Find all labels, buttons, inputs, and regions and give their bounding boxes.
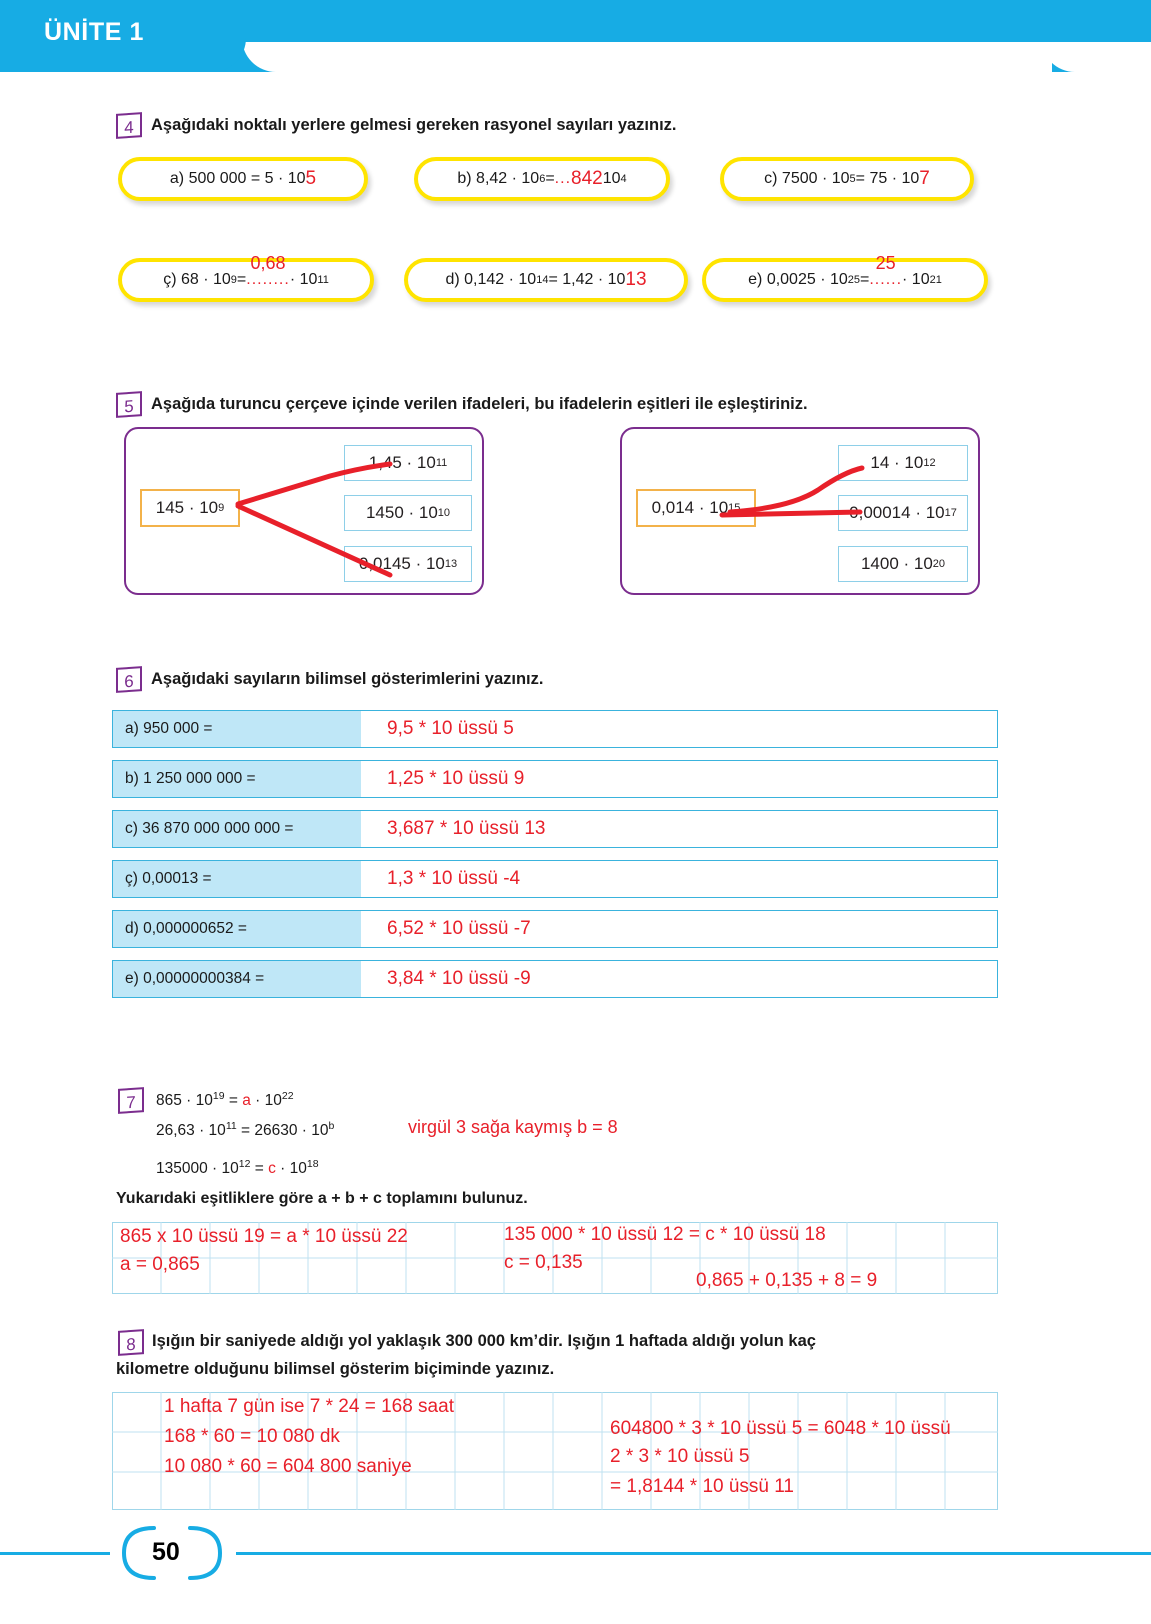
q7-eq1-var: a	[242, 1092, 251, 1110]
q7-side-note: virgül 3 sağa kaymış b = 8	[408, 1117, 618, 1137]
q5-right-target-2-text: 1400 · 10	[860, 554, 933, 573]
q4-item-c-expr: 7500 · 10	[781, 170, 850, 187]
q4-item-cc-exp2: 11	[317, 274, 329, 286]
q5-left-source-exp: 9	[218, 502, 225, 514]
q5-right-source-text: 0,014 · 10	[651, 498, 729, 517]
q7-eq1-mid: =	[224, 1092, 243, 1110]
q5-right-target-1[interactable]	[838, 495, 968, 531]
q5-right-target-2-exp: 20	[932, 558, 946, 570]
q4-item-b[interactable]	[414, 157, 670, 201]
q4-item-a[interactable]	[118, 157, 368, 201]
q4-item-e-label: e)	[748, 271, 763, 288]
q6-row-a-label: a) 950 000 =	[113, 711, 361, 747]
q7-prompt: Yukarıdaki eşitliklere göre a + b + c toplamını bulunuz.	[116, 1190, 528, 1207]
q4-item-e-exp1: 25	[847, 274, 861, 286]
q6-row-c-answer[interactable]: 3,687 * 10 üssü 13	[387, 818, 546, 839]
q6-row-e	[112, 960, 998, 998]
q6-row-e-answer[interactable]: 3,84 * 10 üssü -9	[387, 968, 531, 989]
q4-item-cc-dots: ........	[246, 271, 290, 288]
q5-left-target-2-exp: 13	[444, 558, 458, 570]
q5-left-target-1[interactable]	[344, 495, 472, 531]
unit-header-banner	[0, 0, 1151, 72]
question-4-heading	[116, 113, 677, 138]
question-number-badge: 6	[116, 666, 142, 693]
q5-right-source-exp: 15	[728, 502, 741, 514]
q5-left-target-1-exp: 10	[437, 507, 451, 519]
q4-item-b-exp1: 6	[539, 173, 546, 185]
q4-item-d-exp1: 14	[536, 274, 549, 286]
q7-equation-3	[156, 1158, 319, 1178]
q4-item-cc-mid: =	[236, 271, 247, 288]
q4-item-c-answer: 7	[919, 168, 930, 189]
q4-item-cc-expr-after: · 10	[289, 271, 318, 288]
q8-hand-line-5: 2 * 3 * 10 üssü 5	[610, 1446, 750, 1467]
q7-eq3-post: · 10	[275, 1160, 307, 1178]
q5-right-target-1-exp: 17	[944, 507, 957, 519]
q4-item-c-label: c)	[764, 170, 778, 187]
q7-eq2-exp1: 11	[225, 1120, 237, 1132]
q4-item-d-answer: 13	[625, 269, 647, 290]
q4-item-a-expr: 500 000 = 5 · 10	[188, 170, 306, 187]
q7-eq3-var: c	[268, 1160, 276, 1178]
q4-item-c-exp1: 5	[849, 173, 856, 185]
q5-left-target-2[interactable]	[344, 546, 472, 582]
q6-row-c-cedilla	[112, 860, 998, 898]
question-number-badge: 5	[116, 391, 142, 418]
q6-row-a-answer[interactable]: 9,5 * 10 üssü 5	[387, 718, 514, 739]
q4-item-d-mid: = 1,42 · 10	[548, 271, 626, 288]
question-8-badge-row	[118, 1330, 153, 1355]
q4-item-e-mid: =	[860, 271, 870, 288]
q4-item-e[interactable]	[702, 253, 988, 302]
q7-answer-grid[interactable]	[112, 1222, 998, 1294]
q4-item-e-expr: 0,0025 · 10	[766, 271, 848, 288]
q7-eq3-mid: =	[250, 1160, 269, 1178]
question-number-badge: 8	[118, 1329, 144, 1356]
q5-right-target-0[interactable]	[838, 445, 968, 481]
q7-eq1-pre: 865 · 10	[156, 1092, 213, 1110]
q8-prompt-line-2: kilometre olduğunu bilimsel gösterim biçiminde yazınız.	[116, 1360, 555, 1378]
unit-title: ÜNİTE 1	[44, 18, 145, 46]
question-6-prompt: Aşağıdaki sayıların bilimsel gösterimlerini yazınız.	[151, 670, 544, 688]
q7-hand-line-1: 865 x 10 üssü 19 = a * 10 üssü 22	[120, 1226, 408, 1247]
q4-item-b-answer: 842	[571, 168, 603, 189]
q4-item-cc-answer: 0,68	[250, 253, 286, 273]
q7-eq1-exp2: 22	[281, 1090, 294, 1102]
q4-item-a-label: a)	[169, 170, 185, 187]
q8-prompt-line-1: Işığın bir saniyede aldığı yol yaklaşık 300 000 km’dir. Işığın 1 haftada aldığı yolun kaç	[152, 1332, 816, 1350]
q5-left-target-0-exp: 11	[435, 457, 448, 469]
q4-item-cc-expr: 68 · 10	[180, 271, 231, 288]
q7-eq3-exp1: 12	[238, 1158, 251, 1170]
q6-row-b-label: b) 1 250 000 000 =	[113, 761, 361, 797]
question-number-badge: 4	[116, 112, 142, 139]
q5-left-source-text: 145 · 10	[155, 498, 219, 517]
q5-left-target-2-text: 0,0145 · 10	[358, 554, 445, 573]
q5-right-target-1-text: 0,00014 · 10	[849, 503, 945, 522]
q6-row-cc-label: ç) 0,00013 =	[113, 861, 361, 897]
q4-item-b-dots: ...	[554, 170, 572, 187]
q4-item-a-answer: 5	[305, 168, 317, 189]
q4-item-e-expr-after: · 10	[902, 271, 930, 288]
q7-eq2-pre: 26,63 · 10	[156, 1122, 226, 1140]
q5-right-source-box[interactable]	[636, 489, 756, 527]
q6-row-e-label: e) 0,00000000384 =	[113, 961, 361, 997]
q6-row-c-label: c) 36 870 000 000 000 =	[113, 811, 361, 847]
q4-item-e-blank	[869, 253, 903, 289]
q4-item-b-expr-after: 10	[602, 170, 621, 187]
q6-row-a	[112, 710, 998, 748]
q8-answer-grid[interactable]	[112, 1392, 998, 1510]
question-4-prompt: Aşağıdaki noktalı yerlere gelmesi gereken rasyonel sayıları yazınız.	[151, 116, 677, 134]
q7-hand-line-2: a = 0,865	[120, 1254, 200, 1275]
q5-left-target-0-text: 1,45 · 10	[368, 453, 436, 472]
q4-item-e-answer: 25	[875, 253, 896, 273]
q7-equation-2	[156, 1120, 334, 1140]
q6-row-cc-answer[interactable]: 1,3 * 10 üssü -4	[387, 868, 521, 889]
q4-item-c[interactable]	[720, 157, 974, 201]
q7-eq1-exp1: 19	[212, 1090, 225, 1102]
q6-table	[112, 710, 998, 1010]
q4-item-d[interactable]	[404, 258, 688, 302]
question-5-prompt: Aşağıda turuncu çerçeve içinde verilen ifadeleri, bu ifadelerin eşitleri ile eşleştiriniz.	[151, 395, 808, 413]
question-number-badge: 7	[118, 1087, 144, 1114]
q4-item-cc-label: ç)	[163, 271, 177, 288]
q8-hand-line-2: 168 * 60 = 10 080 dk	[164, 1426, 340, 1447]
q7-hand-line-5: 0,865 + 0,135 + 8 = 9	[696, 1270, 878, 1291]
q8-hand-line-4: 604800 * 3 * 10 üssü 5 = 6048 * 10 üssü	[610, 1418, 951, 1439]
q7-eq3-pre: 135000 · 10	[156, 1160, 239, 1178]
q4-item-d-label: d)	[445, 271, 460, 288]
question-7-badge-row	[118, 1088, 153, 1113]
q4-item-c-mid: = 75 · 10	[855, 170, 920, 187]
page-number: 50	[152, 1538, 180, 1566]
q6-row-b	[112, 760, 998, 798]
q5-left-target-0[interactable]	[344, 445, 472, 481]
q5-right-target-0-text: 14 · 10	[870, 453, 924, 472]
q7-eq2-exp2: b	[328, 1120, 335, 1132]
q7-hand-line-4: c = 0,135	[504, 1252, 583, 1273]
q4-item-cc-blank	[246, 253, 290, 289]
q5-right-target-2[interactable]	[838, 546, 968, 582]
q4-item-e-exp2: 21	[929, 274, 942, 286]
q7-equation-1	[156, 1090, 294, 1110]
q6-row-b-answer[interactable]: 1,25 * 10 üssü 9	[387, 768, 525, 789]
question-5-heading	[116, 392, 808, 417]
q8-hand-line-3: 10 080 * 60 = 604 800 saniye	[164, 1456, 412, 1477]
q7-eq2-mid: = 26630 · 10	[236, 1122, 329, 1140]
q6-row-d-label: d) 0,000000652 =	[113, 911, 361, 947]
q6-row-d	[112, 910, 998, 948]
q4-item-c-cedilla[interactable]	[118, 253, 374, 302]
q7-eq3-exp2: 18	[306, 1158, 319, 1170]
q4-item-b-label: b)	[457, 170, 472, 187]
q4-item-b-mid: =	[545, 170, 555, 187]
q5-left-source-box[interactable]	[140, 489, 240, 527]
q8-hand-line-1: 1 hafta 7 gün ise 7 * 24 = 168 saat	[164, 1396, 454, 1417]
question-6-heading	[116, 667, 543, 692]
q6-row-c	[112, 810, 998, 848]
q5-right-target-0-exp: 12	[923, 457, 936, 469]
q5-left-target-1-text: 1450 · 10	[365, 503, 438, 522]
q8-hand-line-6: = 1,8144 * 10 üssü 11	[610, 1476, 794, 1497]
q7-hand-line-3: 135 000 * 10 üssü 12 = c * 10 üssü 18	[504, 1224, 826, 1245]
q4-item-b-expr: 8,42 · 10	[476, 170, 540, 187]
q7-eq1-post: · 10	[250, 1092, 282, 1110]
q4-item-d-expr: 0,142 · 10	[464, 271, 537, 288]
q4-item-cc-exp1: 9	[230, 274, 237, 286]
q6-row-d-answer[interactable]: 6,52 * 10 üssü -7	[387, 918, 531, 939]
q4-item-b-exp2: 4	[620, 173, 627, 185]
q4-item-e-dots: ......	[869, 271, 903, 288]
